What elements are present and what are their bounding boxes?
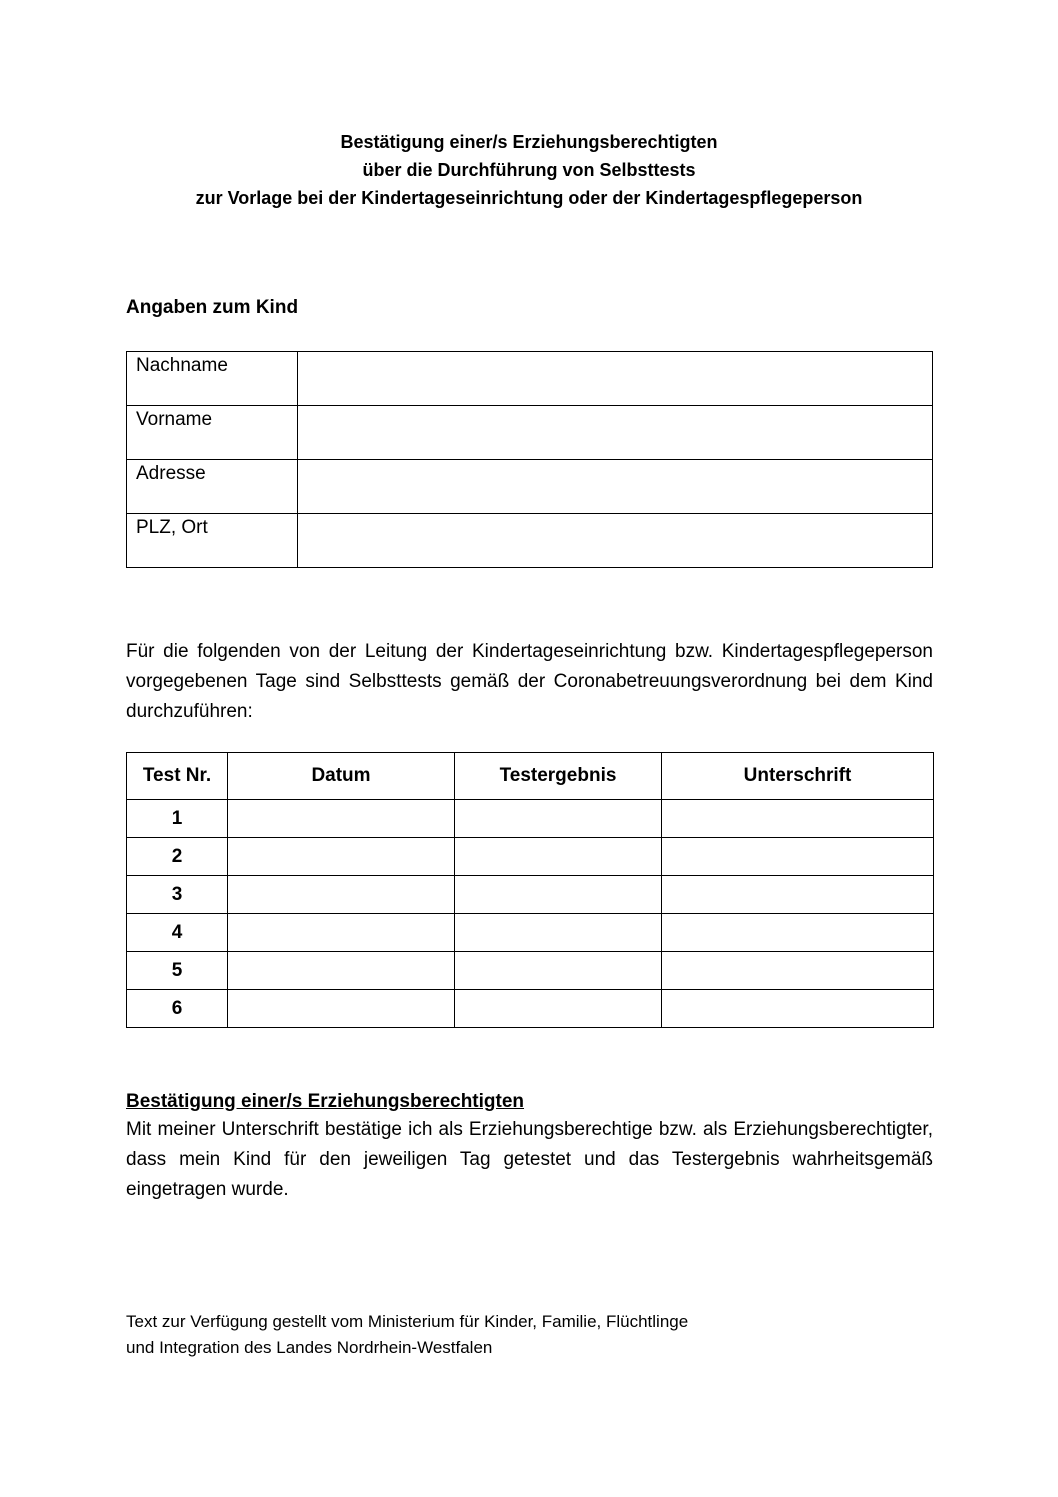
title-line-3: zur Vorlage bei der Kindertageseinrichtung oder der Kindertagespflegeperson — [195, 188, 863, 208]
confirmation-heading: Bestätigung einer/s Erziehungsberechtigten — [126, 1091, 525, 1112]
child-label-adresse: Adresse — [127, 460, 298, 514]
table-row — [127, 876, 934, 914]
ergebnis-cell[interactable] — [455, 990, 662, 1028]
unterschrift-cell[interactable] — [662, 838, 934, 876]
ergebnis-cell[interactable] — [455, 952, 662, 990]
ergebnis-cell[interactable] — [455, 838, 662, 876]
datum-cell[interactable] — [228, 990, 455, 1028]
child-label-plz-ort: PLZ, Ort — [127, 514, 298, 568]
table-row — [127, 914, 934, 952]
footer-line-1: Text zur Verfügung gestellt vom Ministerium für Kinder, Familie, Flüchtlinge — [126, 1312, 689, 1331]
test-number: 6 — [127, 990, 228, 1028]
ergebnis-cell[interactable] — [455, 800, 662, 838]
unterschrift-cell[interactable] — [662, 800, 934, 838]
datum-cell[interactable] — [228, 800, 455, 838]
datum-cell[interactable] — [228, 838, 455, 876]
table-row — [127, 952, 934, 990]
test-number: 2 — [127, 838, 228, 876]
table-row — [127, 800, 934, 838]
child-row-plz-ort — [127, 514, 933, 568]
child-label-vorname: Vorname — [127, 406, 298, 460]
header-unterschrift: Unterschrift — [662, 753, 934, 800]
test-table — [126, 752, 934, 1028]
title-line-2: über die Durchführung von Selbsttests — [362, 160, 696, 180]
header-datum: Datum — [228, 753, 455, 800]
table-row — [127, 990, 934, 1028]
ergebnis-cell[interactable] — [455, 914, 662, 952]
child-field-vorname[interactable] — [298, 406, 933, 460]
unterschrift-cell[interactable] — [662, 876, 934, 914]
child-label-nachname: Nachname — [127, 352, 298, 406]
datum-cell[interactable] — [228, 952, 455, 990]
child-section-heading: Angaben zum Kind — [126, 297, 299, 318]
footer-credit — [126, 1309, 688, 1361]
child-field-plz-ort[interactable] — [298, 514, 933, 568]
child-field-adresse[interactable] — [298, 460, 933, 514]
test-number: 5 — [127, 952, 228, 990]
intro-paragraph: Für die folgenden von der Leitung der Kindertageseinrichtung bzw. Kindertagespflegeperson vorgegebenen Tage sind Selbsttests gemäß der Coronabetreuungsverordnung bei dem Kind durchzuführen: — [126, 641, 933, 722]
child-row-nachname — [127, 352, 933, 406]
child-row-vorname — [127, 406, 933, 460]
footer-line-2: und Integration des Landes Nordrhein-Westfalen — [126, 1338, 493, 1357]
document-title — [0, 128, 1058, 212]
child-info-table — [126, 351, 933, 568]
test-number: 1 — [127, 800, 228, 838]
ergebnis-cell[interactable] — [455, 876, 662, 914]
title-line-1: Bestätigung einer/s Erziehungsberechtigten — [340, 132, 718, 152]
test-number: 3 — [127, 876, 228, 914]
datum-cell[interactable] — [228, 914, 455, 952]
unterschrift-cell[interactable] — [662, 990, 934, 1028]
test-number: 4 — [127, 914, 228, 952]
child-row-adresse — [127, 460, 933, 514]
child-field-nachname[interactable] — [298, 352, 933, 406]
confirmation-paragraph: Mit meiner Unterschrift bestätige ich als Erziehungsberechtige bzw. als Erziehungsberechtigter, dass mein Kind für den jeweiligen Tag getestet und das Testergebnis wahrheitsgemäß eingetragen wurde. — [126, 1119, 933, 1200]
table-row — [127, 838, 934, 876]
header-testergebnis: Testergebnis — [455, 753, 662, 800]
unterschrift-cell[interactable] — [662, 914, 934, 952]
datum-cell[interactable] — [228, 876, 455, 914]
test-table-header-row — [127, 753, 934, 800]
header-test-nr: Test Nr. — [127, 753, 228, 800]
unterschrift-cell[interactable] — [662, 952, 934, 990]
